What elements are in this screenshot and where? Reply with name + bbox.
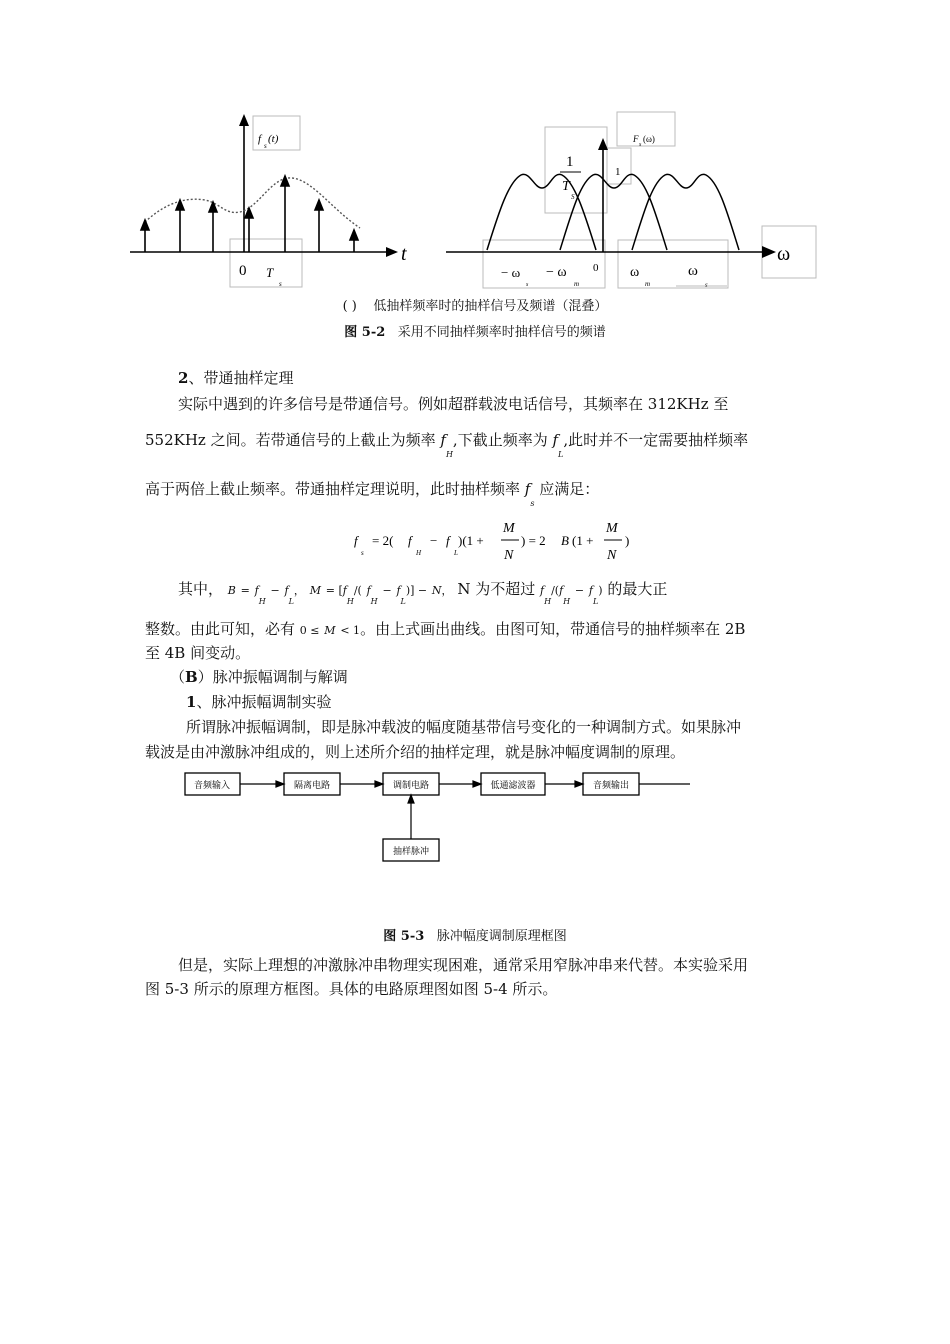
- wm-sub: m: [645, 280, 651, 288]
- block-label: 隔离电路: [293, 781, 331, 791]
- spectrum-plot: [446, 112, 816, 289]
- text-run: 的最大正: [607, 580, 668, 598]
- ts-sub: s: [279, 280, 282, 288]
- figure-5-3-caption: [0, 925, 950, 944]
- block-label: 音频输出: [592, 781, 630, 791]
- symbol-f: f: [254, 584, 259, 597]
- symbol-N: N: [431, 584, 442, 597]
- section-b-paragraph-2: 载波是由冲激脉冲组成的，则上述所介绍的抽样定理，就是脉冲幅度调制的原理。: [145, 743, 686, 761]
- subcaption-text: 低抽样频率时的抽样信号及频谱（混叠）: [373, 299, 608, 314]
- sampled-signal-plot: [130, 114, 407, 288]
- symbol-minus: −: [382, 584, 392, 597]
- caption-text: 采用不同抽样频率时抽样信号的频谱: [397, 325, 606, 340]
- symbol-sub-H: H: [370, 597, 378, 606]
- caption-text: 脉冲幅度调制原理框图: [436, 929, 567, 944]
- symbol-f: f: [366, 584, 371, 597]
- section-2-paragraph-6: 至 4B 间变动。: [145, 644, 251, 662]
- frac-den: T: [562, 179, 570, 194]
- block-label: 抽样脉冲: [392, 847, 430, 857]
- ts-label: T: [266, 265, 274, 280]
- symbol-sub-H: H: [346, 597, 354, 606]
- f-label: f: [258, 133, 262, 145]
- symbol-f: f: [342, 584, 347, 597]
- symbol-minus: −: [270, 584, 280, 597]
- heading-text: 、带通抽样定理: [188, 369, 294, 387]
- omega-axis-label: ω: [777, 243, 791, 265]
- symbol-sub-H: H: [563, 597, 571, 606]
- symbol-eq: =: [240, 584, 250, 597]
- formula-f: f: [446, 533, 450, 548]
- spectrum-lobe: [632, 174, 739, 250]
- frac-sub: S: [571, 193, 575, 201]
- caption-number: 图 5-3: [383, 929, 425, 944]
- symbol-f: f: [284, 584, 289, 597]
- envelope-curve: [145, 178, 360, 228]
- heading-letter: B: [185, 668, 198, 686]
- symbol-sub-L: L: [288, 597, 294, 606]
- block-label: 调制电路: [392, 781, 430, 791]
- figure-5-3-block-diagram: [180, 768, 700, 868]
- text-run: ，: [293, 584, 305, 597]
- block-label: 低通滤波器: [490, 781, 536, 791]
- symbol-f: f: [552, 431, 559, 449]
- formula-f: f: [354, 533, 358, 548]
- sample-arrow: [281, 176, 289, 186]
- symbol-div: /(: [551, 584, 560, 597]
- text-run: ,此时并不一定需要抽样频率: [563, 431, 749, 449]
- symbol-sub-L: L: [592, 597, 599, 606]
- symbol-f: f: [540, 584, 545, 597]
- symbol-bracket: = [: [325, 584, 343, 597]
- closing-paragraph-2: 图 5-3 所示的原理方框图。具体的电路原理图如图 5-4 所示。: [145, 980, 558, 998]
- arrow-head: [473, 781, 481, 787]
- symbol-sub-L: L: [558, 450, 564, 459]
- formula-part: )(1 +: [458, 533, 484, 548]
- text-run: ，: [441, 584, 453, 597]
- formula-part: −: [430, 533, 438, 548]
- sample-arrow: [176, 200, 184, 210]
- symbol-sub-s: s: [530, 499, 535, 508]
- F-arg: (ω): [643, 134, 655, 144]
- text-run: 其中，: [178, 580, 224, 598]
- symbol-f: f: [440, 431, 446, 449]
- symbol-B: B: [227, 584, 236, 597]
- symbol-f: f: [559, 584, 564, 597]
- caption-number: 图 5-2: [344, 325, 386, 340]
- formula-sub: s: [361, 549, 364, 557]
- formula-M: M: [503, 521, 515, 536]
- section-b-heading: [170, 664, 348, 690]
- spectrum-lobe: [560, 174, 667, 250]
- spectrum-lobe: [487, 174, 596, 250]
- symbol-close: )] −: [405, 584, 428, 597]
- formula-M: M: [606, 521, 618, 536]
- section-2-heading: [178, 365, 293, 391]
- figure-5-2-subcaption: [0, 295, 950, 314]
- formula-sub: L: [454, 549, 458, 557]
- symbol-M: M: [309, 584, 321, 597]
- symbol-f: f: [396, 584, 401, 597]
- section-2-paragraph-4: [178, 576, 667, 605]
- section-2-paragraph-1: 实际中遇到的许多信号是带通信号。例如超群载波电话信号，其频率在 312KHz 至: [178, 395, 729, 413]
- origin-label: 0: [239, 263, 247, 279]
- figure-5-2-caption: [0, 321, 950, 340]
- symbol-minus: −: [574, 584, 585, 597]
- ws-sub: s: [705, 281, 708, 289]
- symbol-close: ): [598, 584, 603, 597]
- F-sub: s: [639, 142, 642, 148]
- formula-part: = 2(: [372, 533, 394, 548]
- formula-sub: H: [416, 549, 422, 557]
- symbol-div: /(: [353, 584, 362, 597]
- neg-ws-sub: s: [526, 282, 529, 288]
- symbol-sub-H: H: [544, 597, 552, 606]
- text-run: 整数。由此可知，必有: [145, 620, 296, 638]
- f-sub: s: [264, 142, 267, 150]
- frac-num: 1: [566, 154, 574, 170]
- spectrum-lobes: [487, 174, 739, 250]
- sample-arrow: [141, 220, 149, 230]
- text-run: 高于两倍上截止频率。带通抽样定理说明，此时抽样频率: [145, 480, 521, 498]
- omega-axis-arrow: [762, 246, 776, 258]
- bandpass-sampling-formula: [340, 512, 650, 570]
- subheading-text: 、脉冲振幅调制实验: [196, 693, 332, 711]
- f-arg: (t): [268, 133, 279, 145]
- arrow-head: [375, 781, 383, 787]
- subcaption-paren: ( ): [342, 299, 357, 314]
- section-2-paragraph-2: [145, 427, 749, 459]
- figure-5-2: [0, 100, 950, 300]
- symbol-f: f: [588, 584, 593, 597]
- text-run: 。由上式画出曲线。由图可知，带通信号的抽样频率在 2B: [360, 620, 746, 638]
- section-2-paragraph-3: [145, 476, 600, 508]
- subheading-number: 1: [186, 693, 197, 711]
- neg-wm-label: − ω: [546, 265, 567, 280]
- sample-arrow: [245, 208, 253, 218]
- spectrum-origin: 0: [593, 262, 599, 274]
- t-label: t: [401, 243, 407, 265]
- text-run: ,下截止频率为: [452, 431, 548, 449]
- heading-number: 2: [178, 369, 189, 387]
- symbol-sub-H: H: [445, 450, 453, 459]
- sample-arrow: [315, 200, 323, 210]
- section-b-subheading: [186, 689, 331, 715]
- ws-label: ω: [688, 263, 698, 279]
- neg-ws-label: − ω: [501, 265, 521, 280]
- symbol-sub-H: H: [258, 597, 266, 606]
- symbol-lt: < 1: [340, 624, 361, 637]
- symbol-sub-L: L: [400, 597, 406, 606]
- formula-N: N: [607, 548, 617, 563]
- sample-arrow: [350, 230, 358, 240]
- text-run: 应满足：: [539, 480, 600, 498]
- one-label: 1: [615, 166, 621, 178]
- symbol-M: M: [324, 624, 336, 637]
- label-frame: [483, 240, 605, 288]
- section-b-paragraph-1: 所谓脉冲振幅调制，即是脉冲载波的幅度随基带信号变化的一种调制方式。如果脉冲: [186, 718, 742, 736]
- formula-f: f: [408, 533, 412, 548]
- formula-part: (1 +: [572, 533, 594, 548]
- block-label: 音频输入: [193, 781, 231, 791]
- formula-B: B: [561, 533, 569, 548]
- arrow-head: [276, 781, 284, 787]
- y-axis-arrow: [239, 114, 249, 126]
- text-run: N 为不超过: [457, 580, 536, 598]
- arrow-head: [408, 795, 414, 803]
- symbol-ineq: 0 ≤: [299, 624, 320, 637]
- heading-text: ）脉冲振幅调制与解调: [197, 668, 348, 686]
- F-label: F: [633, 134, 639, 144]
- wm-label: ω: [630, 265, 640, 280]
- label-frame: [618, 240, 728, 288]
- formula-part: ): [625, 533, 630, 548]
- formula-part: ) = 2: [521, 533, 546, 548]
- t-axis-arrow: [386, 247, 398, 257]
- symbol-f: f: [524, 480, 531, 498]
- text-run: 552KHz 之间。若带通信号的上截止为频率: [145, 431, 436, 449]
- closing-paragraph-1: 但是，实际上理想的冲激脉冲串物理实现困难，通常采用窄脉冲串来代替。本实验采用: [178, 956, 749, 974]
- neg-wm-sub: m: [574, 280, 580, 288]
- formula-N: N: [504, 548, 514, 563]
- arrow-head: [575, 781, 583, 787]
- text-run: （: [170, 668, 186, 686]
